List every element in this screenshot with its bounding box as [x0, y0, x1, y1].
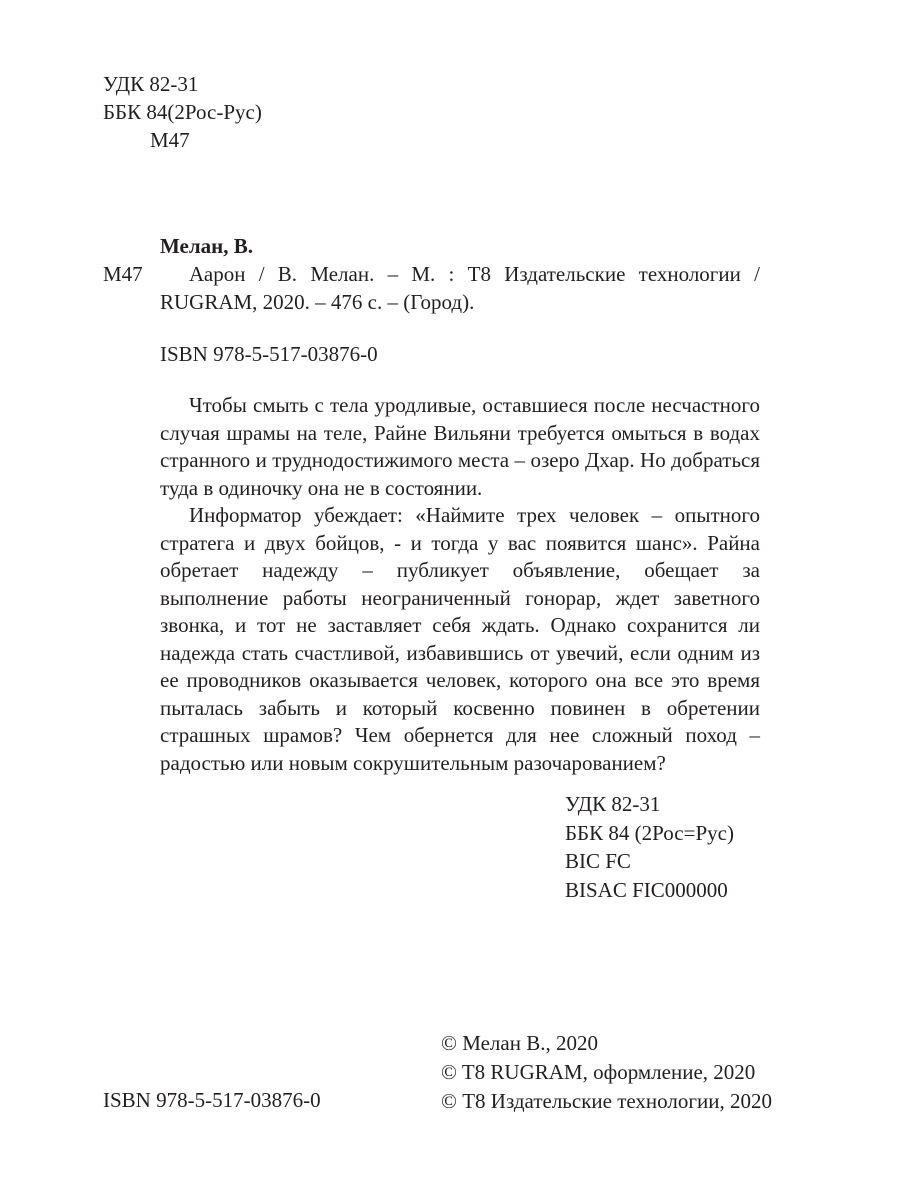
annotation-paragraph-2: Информатор убеждает: «Наймите трех человек – опытного стратега и двух бойцов, - и тогда у вас появится шанс». Райна обретает надежду – публикует объявление, обещает за выполнение работы неограниченный гонорар, ждет заветного звонка, и тот не заставляет себя ждать. Однако сохранится ли надежда стать счастливой, избавившись от увечий, если одним из ее проводников оказывается человек, которого она все это время пыталась забыть и который косвенно повинен в обретении страшных шрамов? Чем обернется для нее сложный поход – радостью или новым сокрушительным разочарованием? — [160, 503, 760, 775]
bibliography-line-1: Аарон / В. Мелан. – М. : Т8 Издательские технологии / — [189, 262, 760, 286]
bibliographic-description — [160, 260, 760, 316]
record-isbn: ISBN 978-5-517-03876-0 — [160, 342, 378, 366]
annotation — [160, 392, 760, 777]
bibliography-line-2: RUGRAM, 2020. – 476 с. – (Город). — [160, 290, 475, 314]
isbn-bottom: ISBN 978-5-517-03876-0 — [103, 1088, 321, 1112]
copyright-author: © Мелан В., 2020 — [441, 1031, 598, 1055]
record-catalog-code: М47 — [103, 262, 143, 286]
copyright-publisher: © Т8 Издательские технологии, 2020 — [441, 1089, 772, 1113]
bisac-code: BISAC FIC000000 — [565, 877, 728, 902]
classification-top-block — [103, 70, 262, 154]
author-sign: М47 — [150, 128, 190, 152]
bbk-code: ББК 84(2Рос-Рус) — [103, 100, 262, 124]
bbk-code-bottom: ББК 84 (2Рос=Рус) — [565, 820, 734, 845]
bic-code: BIC FC — [565, 849, 631, 873]
annotation-paragraph-1: Чтобы смыть с тела уродливые, оставшиеся после несчастного случая шрамы на теле, Райне Вильяни требуется омыться в водах странного и труднодостижимого места – озеро Дхар. Но добраться туда в одиночку она не в состоянии. — [160, 393, 760, 500]
udk-code: УДК 82-31 — [103, 72, 199, 96]
classification-bottom-block — [565, 790, 734, 904]
udk-code-bottom: УДК 82-31 — [565, 792, 661, 816]
copyright-design: © T8 RUGRAM, оформление, 2020 — [441, 1060, 756, 1084]
copyright-block — [441, 1029, 772, 1116]
record-author: Мелан, В. — [160, 234, 254, 258]
